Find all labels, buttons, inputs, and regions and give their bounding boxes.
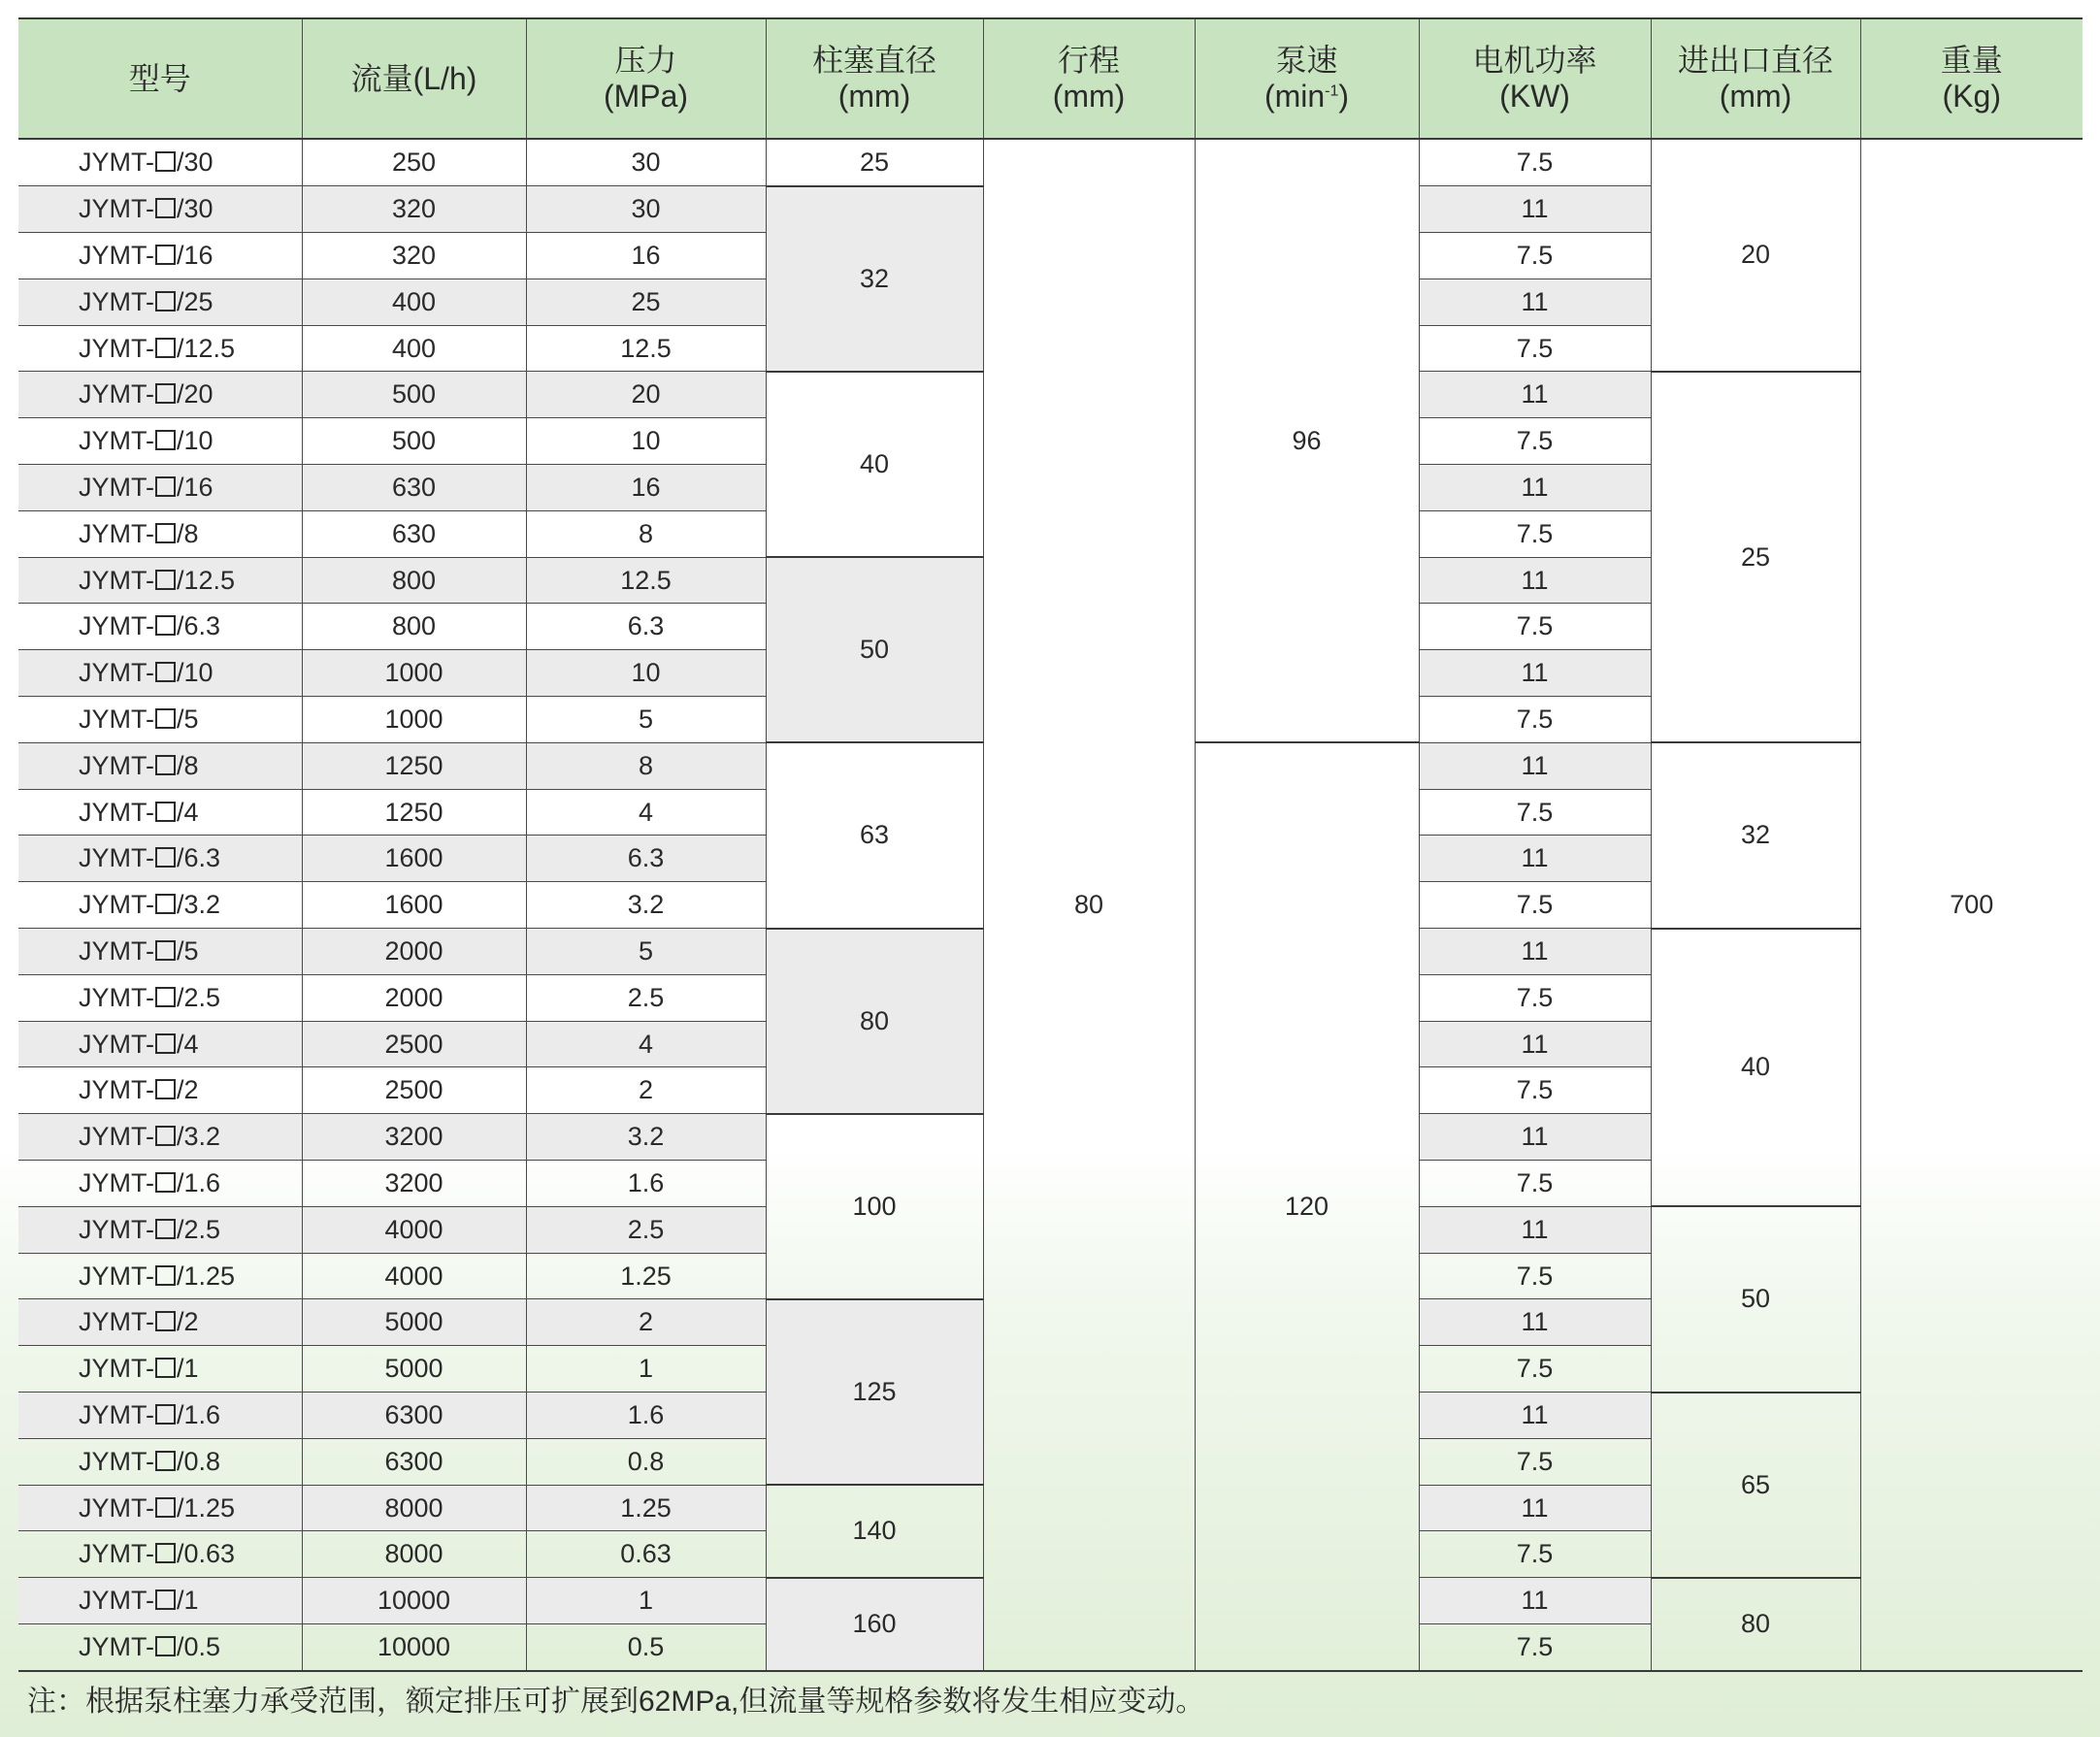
motor-power-cell: 7.5 (1419, 418, 1651, 465)
pressure-cell: 5 (526, 929, 766, 975)
model-prefix: JYMT- (79, 426, 154, 456)
plunger-diameter-cell: 80 (766, 929, 983, 1114)
motor-power-cell: 7.5 (1419, 233, 1651, 279)
placeholder-box-icon (155, 802, 176, 822)
flow-cell: 1600 (302, 836, 526, 882)
pressure-cell: 8 (526, 742, 766, 789)
flow-cell: 1250 (302, 789, 526, 836)
port-diameter-cell: 50 (1651, 1206, 1860, 1392)
motor-power-cell: 7.5 (1419, 1346, 1651, 1393)
model-prefix: JYMT- (79, 240, 154, 270)
model-suffix: /0.63 (177, 1539, 236, 1569)
model-suffix: /30 (177, 147, 213, 178)
model-cell (18, 604, 302, 650)
header-unit: (mm) (837, 79, 911, 114)
pressure-cell: 10 (526, 418, 766, 465)
placeholder-box-icon (155, 430, 176, 450)
model-suffix: /8 (177, 518, 199, 548)
model-cell (18, 1438, 302, 1485)
pump-speed-cell: 120 (1195, 742, 1419, 1670)
model-prefix: JYMT- (79, 1307, 154, 1337)
pressure-cell: 1 (526, 1578, 766, 1624)
model-suffix: /0.5 (177, 1631, 221, 1661)
header-unit: (mm) (1052, 79, 1126, 114)
pressure-cell: 10 (526, 650, 766, 697)
model-suffix: /30 (177, 194, 213, 224)
placeholder-box-icon (155, 1451, 176, 1471)
model-cell (18, 1299, 302, 1346)
table-body (18, 139, 2083, 1671)
placeholder-box-icon (155, 245, 176, 265)
placeholder-box-icon (155, 1033, 176, 1054)
model-prefix: JYMT- (79, 982, 154, 1012)
pressure-cell: 20 (526, 372, 766, 418)
plunger-diameter-cell: 40 (766, 372, 983, 557)
plunger-diameter-cell: 25 (766, 139, 983, 186)
model-cell (18, 1531, 302, 1578)
model-cell (18, 557, 302, 604)
motor-power-cell: 11 (1419, 1485, 1651, 1531)
placeholder-box-icon (155, 940, 176, 961)
model-prefix: JYMT- (79, 565, 154, 595)
pump-speed-cell: 96 (1195, 139, 1419, 742)
placeholder-box-icon (155, 338, 176, 358)
model-prefix: JYMT- (79, 797, 154, 827)
pressure-cell: 6.3 (526, 836, 766, 882)
model-cell (18, 697, 302, 743)
model-prefix: JYMT- (79, 1167, 154, 1197)
model-suffix: /6.3 (177, 611, 221, 641)
model-prefix: JYMT- (79, 1586, 154, 1616)
unit-superscript: -1 (1325, 82, 1339, 100)
flow-cell: 1000 (302, 697, 526, 743)
model-suffix: /1.6 (177, 1167, 221, 1197)
motor-power-cell: 7.5 (1419, 974, 1651, 1021)
motor-power-cell: 11 (1419, 1021, 1651, 1067)
model-suffix: /8 (177, 750, 199, 780)
model-prefix: JYMT- (79, 1075, 154, 1105)
flow-cell: 500 (302, 372, 526, 418)
model-cell (18, 372, 302, 418)
model-cell (18, 1021, 302, 1067)
placeholder-box-icon (155, 1265, 176, 1286)
flow-cell: 3200 (302, 1161, 526, 1207)
pressure-cell: 2 (526, 1067, 766, 1114)
plunger-diameter-cell: 100 (766, 1114, 983, 1299)
model-suffix: /16 (177, 240, 213, 270)
flow-cell: 10000 (302, 1624, 526, 1671)
flow-cell: 4000 (302, 1253, 526, 1299)
pressure-cell: 12.5 (526, 325, 766, 372)
model-cell (18, 186, 302, 233)
model-cell (18, 929, 302, 975)
model-cell (18, 974, 302, 1021)
motor-power-cell: 11 (1419, 186, 1651, 233)
header-unit (1196, 79, 1419, 115)
placeholder-box-icon (155, 755, 176, 775)
model-cell (18, 1253, 302, 1299)
placeholder-box-icon (155, 198, 176, 218)
flow-cell: 10000 (302, 1578, 526, 1624)
model-cell (18, 742, 302, 789)
model-suffix: /4 (177, 797, 199, 827)
placeholder-box-icon (155, 1126, 176, 1146)
placeholder-box-icon (155, 1404, 176, 1425)
pressure-cell: 1 (526, 1346, 766, 1393)
model-suffix: /5 (177, 704, 199, 734)
model-cell (18, 836, 302, 882)
pressure-cell: 6.3 (526, 604, 766, 650)
placeholder-box-icon (155, 1079, 176, 1099)
model-prefix: JYMT- (79, 611, 154, 641)
model-prefix: JYMT- (79, 1399, 154, 1429)
motor-power-cell: 7.5 (1419, 1438, 1651, 1485)
model-prefix: JYMT- (79, 1214, 154, 1244)
model-suffix: /25 (177, 286, 213, 316)
model-prefix: JYMT- (79, 147, 154, 178)
motor-power-cell: 11 (1419, 1299, 1651, 1346)
model-suffix: /12.5 (177, 565, 236, 595)
motor-power-cell: 11 (1419, 1206, 1651, 1253)
model-cell (18, 418, 302, 465)
pressure-cell: 16 (526, 465, 766, 511)
flow-cell: 2500 (302, 1067, 526, 1114)
pressure-cell: 3.2 (526, 882, 766, 929)
model-prefix: JYMT- (79, 704, 154, 734)
weight-cell: 700 (1860, 139, 2083, 1671)
model-cell (18, 465, 302, 511)
header-unit: (mm) (1719, 79, 1792, 114)
model-cell (18, 882, 302, 929)
motor-power-cell: 7.5 (1419, 604, 1651, 650)
motor-power-cell: 7.5 (1419, 1161, 1651, 1207)
plunger-diameter-cell: 125 (766, 1299, 983, 1485)
header-pump-speed (1195, 18, 1419, 139)
model-suffix: /4 (177, 1029, 199, 1059)
motor-power-cell: 11 (1419, 929, 1651, 975)
flow-cell: 3200 (302, 1114, 526, 1161)
motor-power-cell: 7.5 (1419, 1253, 1651, 1299)
model-suffix: /1.6 (177, 1399, 221, 1429)
model-prefix: JYMT- (79, 843, 154, 873)
model-prefix: JYMT- (79, 1492, 154, 1523)
model-suffix: /1 (177, 1586, 199, 1616)
pressure-cell: 1.6 (526, 1161, 766, 1207)
flow-cell: 1250 (302, 742, 526, 789)
placeholder-box-icon (155, 615, 176, 636)
port-diameter-cell: 20 (1651, 139, 1860, 372)
flow-cell: 4000 (302, 1206, 526, 1253)
model-prefix: JYMT- (79, 658, 154, 688)
header-label: 压力 (614, 43, 677, 78)
model-suffix: /6.3 (177, 843, 221, 873)
motor-power-cell: 11 (1419, 1578, 1651, 1624)
pressure-cell: 0.8 (526, 1438, 766, 1485)
model-cell (18, 325, 302, 372)
model-suffix: /2 (177, 1307, 199, 1337)
header-unit: (Kg) (1942, 79, 2001, 114)
header-port-diameter (1651, 18, 1860, 139)
flow-cell: 250 (302, 139, 526, 186)
header-plunger-diameter (766, 18, 983, 139)
flow-cell: 320 (302, 186, 526, 233)
model-cell (18, 279, 302, 325)
flow-cell: 1600 (302, 882, 526, 929)
motor-power-cell: 7.5 (1419, 882, 1651, 929)
header-unit: (MPa) (603, 79, 689, 114)
model-suffix: /0.8 (177, 1446, 221, 1476)
pressure-cell: 1.25 (526, 1253, 766, 1299)
port-diameter-cell: 65 (1651, 1393, 1860, 1578)
model-prefix: JYMT- (79, 1029, 154, 1059)
motor-power-cell: 7.5 (1419, 1531, 1651, 1578)
placeholder-box-icon (155, 894, 176, 914)
placeholder-box-icon (155, 291, 176, 311)
model-cell (18, 1067, 302, 1114)
flow-cell: 800 (302, 557, 526, 604)
header-label: 流量(L/h) (350, 60, 477, 96)
model-cell (18, 510, 302, 557)
model-prefix: JYMT- (79, 1446, 154, 1476)
pressure-cell: 0.63 (526, 1531, 766, 1578)
model-suffix: /3.2 (177, 890, 221, 920)
port-diameter-cell: 80 (1651, 1578, 1860, 1671)
stroke-cell: 80 (983, 139, 1195, 1671)
model-prefix: JYMT- (79, 333, 154, 363)
header-label: 电机功率 (1472, 43, 1597, 78)
plunger-diameter-cell: 63 (766, 742, 983, 928)
model-prefix: JYMT- (79, 472, 154, 502)
motor-power-cell: 11 (1419, 836, 1651, 882)
pressure-cell: 2.5 (526, 974, 766, 1021)
footnote: 注：根据泵柱塞力承受范围，额定排压可扩展到62MPa,但流量等规格参数将发生相应变动。 (27, 1686, 1205, 1718)
model-prefix: JYMT- (79, 518, 154, 548)
port-diameter-cell: 25 (1651, 372, 1860, 742)
placeholder-box-icon (155, 708, 176, 729)
plunger-diameter-cell: 50 (766, 557, 983, 742)
flow-cell: 6300 (302, 1393, 526, 1439)
pressure-cell: 25 (526, 279, 766, 325)
motor-power-cell: 11 (1419, 372, 1651, 418)
pressure-cell: 1.25 (526, 1485, 766, 1531)
flow-cell: 500 (302, 418, 526, 465)
flow-cell: 8000 (302, 1531, 526, 1578)
header-flow (302, 18, 526, 139)
header-label: 型号 (128, 60, 191, 96)
model-suffix: /3.2 (177, 1122, 221, 1152)
header-pressure (526, 18, 766, 139)
port-diameter-cell: 40 (1651, 929, 1860, 1207)
flow-cell: 5000 (302, 1346, 526, 1393)
motor-power-cell: 11 (1419, 465, 1651, 511)
pressure-cell: 4 (526, 789, 766, 836)
model-prefix: JYMT- (79, 750, 154, 780)
model-cell (18, 1161, 302, 1207)
flow-cell: 2000 (302, 929, 526, 975)
flow-cell: 1000 (302, 650, 526, 697)
flow-cell: 400 (302, 279, 526, 325)
flow-cell: 320 (302, 233, 526, 279)
model-cell (18, 650, 302, 697)
plunger-diameter-cell: 160 (766, 1578, 983, 1671)
placeholder-box-icon (155, 570, 176, 590)
model-suffix: /10 (177, 426, 213, 456)
model-prefix: JYMT- (79, 1354, 154, 1384)
header-unit: (KW) (1499, 79, 1570, 114)
model-suffix: /5 (177, 935, 199, 966)
model-cell (18, 1624, 302, 1671)
placeholder-box-icon (155, 662, 176, 682)
model-suffix: /1.25 (177, 1261, 236, 1291)
header-label: 泵速 (1275, 43, 1338, 78)
motor-power-cell: 11 (1419, 742, 1651, 789)
motor-power-cell: 7.5 (1419, 510, 1651, 557)
plunger-diameter-cell: 140 (766, 1485, 983, 1578)
motor-power-cell: 11 (1419, 557, 1651, 604)
header-label: 进出口直径 (1677, 43, 1833, 78)
model-cell (18, 1485, 302, 1531)
model-prefix: JYMT- (79, 1261, 154, 1291)
motor-power-cell: 7.5 (1419, 789, 1651, 836)
model-prefix: JYMT- (79, 194, 154, 224)
motor-power-cell: 7.5 (1419, 325, 1651, 372)
pressure-cell: 2.5 (526, 1206, 766, 1253)
flow-cell: 2500 (302, 1021, 526, 1067)
header-label: 重量 (1940, 43, 2003, 78)
flow-cell: 800 (302, 604, 526, 650)
model-cell (18, 789, 302, 836)
flow-cell: 630 (302, 510, 526, 557)
pressure-cell: 0.5 (526, 1624, 766, 1671)
model-suffix: /10 (177, 658, 213, 688)
flow-cell: 2000 (302, 974, 526, 1021)
model-suffix: /16 (177, 472, 213, 502)
pressure-cell: 16 (526, 233, 766, 279)
header-stroke (983, 18, 1195, 139)
plunger-diameter-cell: 32 (766, 186, 983, 372)
flow-cell: 8000 (302, 1485, 526, 1531)
model-cell (18, 1393, 302, 1439)
model-cell (18, 1578, 302, 1624)
model-prefix: JYMT- (79, 379, 154, 410)
model-prefix: JYMT- (79, 1631, 154, 1661)
placeholder-box-icon (155, 847, 176, 868)
flow-cell: 5000 (302, 1299, 526, 1346)
pressure-cell: 12.5 (526, 557, 766, 604)
placeholder-box-icon (155, 1497, 176, 1518)
motor-power-cell: 11 (1419, 279, 1651, 325)
model-suffix: /20 (177, 379, 213, 410)
pressure-cell: 2 (526, 1299, 766, 1346)
table-header-row (18, 18, 2083, 139)
pressure-cell: 5 (526, 697, 766, 743)
pressure-cell: 30 (526, 186, 766, 233)
motor-power-cell: 7.5 (1419, 1624, 1651, 1671)
header-label: 行程 (1057, 43, 1120, 78)
model-prefix: JYMT- (79, 890, 154, 920)
motor-power-cell: 7.5 (1419, 139, 1651, 186)
placeholder-box-icon (155, 1311, 176, 1331)
placeholder-box-icon (155, 1590, 176, 1610)
model-cell (18, 1114, 302, 1161)
placeholder-box-icon (155, 1219, 176, 1239)
motor-power-cell: 11 (1419, 650, 1651, 697)
motor-power-cell: 7.5 (1419, 697, 1651, 743)
flow-cell: 630 (302, 465, 526, 511)
pressure-cell: 3.2 (526, 1114, 766, 1161)
header-label: 柱塞直径 (811, 43, 936, 78)
model-cell (18, 1206, 302, 1253)
placeholder-box-icon (155, 1172, 176, 1193)
motor-power-cell: 7.5 (1419, 1067, 1651, 1114)
model-prefix: JYMT- (79, 286, 154, 316)
model-prefix: JYMT- (79, 1539, 154, 1569)
port-diameter-cell: 32 (1651, 742, 1860, 928)
table-row (18, 139, 2083, 186)
placeholder-box-icon (155, 383, 176, 404)
flow-cell: 6300 (302, 1438, 526, 1485)
header-weight (1860, 18, 2083, 139)
model-prefix: JYMT- (79, 1122, 154, 1152)
pressure-cell: 4 (526, 1021, 766, 1067)
placeholder-box-icon (155, 1636, 176, 1656)
model-cell (18, 139, 302, 186)
model-suffix: /1 (177, 1354, 199, 1384)
unit-suffix: ) (1338, 79, 1350, 114)
model-suffix: /1.25 (177, 1492, 236, 1523)
model-prefix: JYMT- (79, 935, 154, 966)
model-cell (18, 233, 302, 279)
placeholder-box-icon (155, 476, 176, 497)
pressure-cell: 30 (526, 139, 766, 186)
model-cell (18, 1346, 302, 1393)
pressure-cell: 8 (526, 510, 766, 557)
motor-power-cell: 11 (1419, 1114, 1651, 1161)
flow-cell: 400 (302, 325, 526, 372)
header-model (18, 18, 302, 139)
motor-power-cell: 11 (1419, 1393, 1651, 1439)
model-suffix: /2 (177, 1075, 199, 1105)
placeholder-box-icon (155, 987, 176, 1007)
placeholder-box-icon (155, 523, 176, 543)
placeholder-box-icon (155, 1543, 176, 1563)
spec-table (18, 17, 2083, 1672)
placeholder-box-icon (155, 151, 176, 172)
model-suffix: /2.5 (177, 982, 221, 1012)
placeholder-box-icon (155, 1358, 176, 1378)
model-suffix: /2.5 (177, 1214, 221, 1244)
unit-prefix: (min (1263, 79, 1326, 114)
model-suffix: /12.5 (177, 333, 236, 363)
header-motor-power (1419, 18, 1651, 139)
pressure-cell: 1.6 (526, 1393, 766, 1439)
